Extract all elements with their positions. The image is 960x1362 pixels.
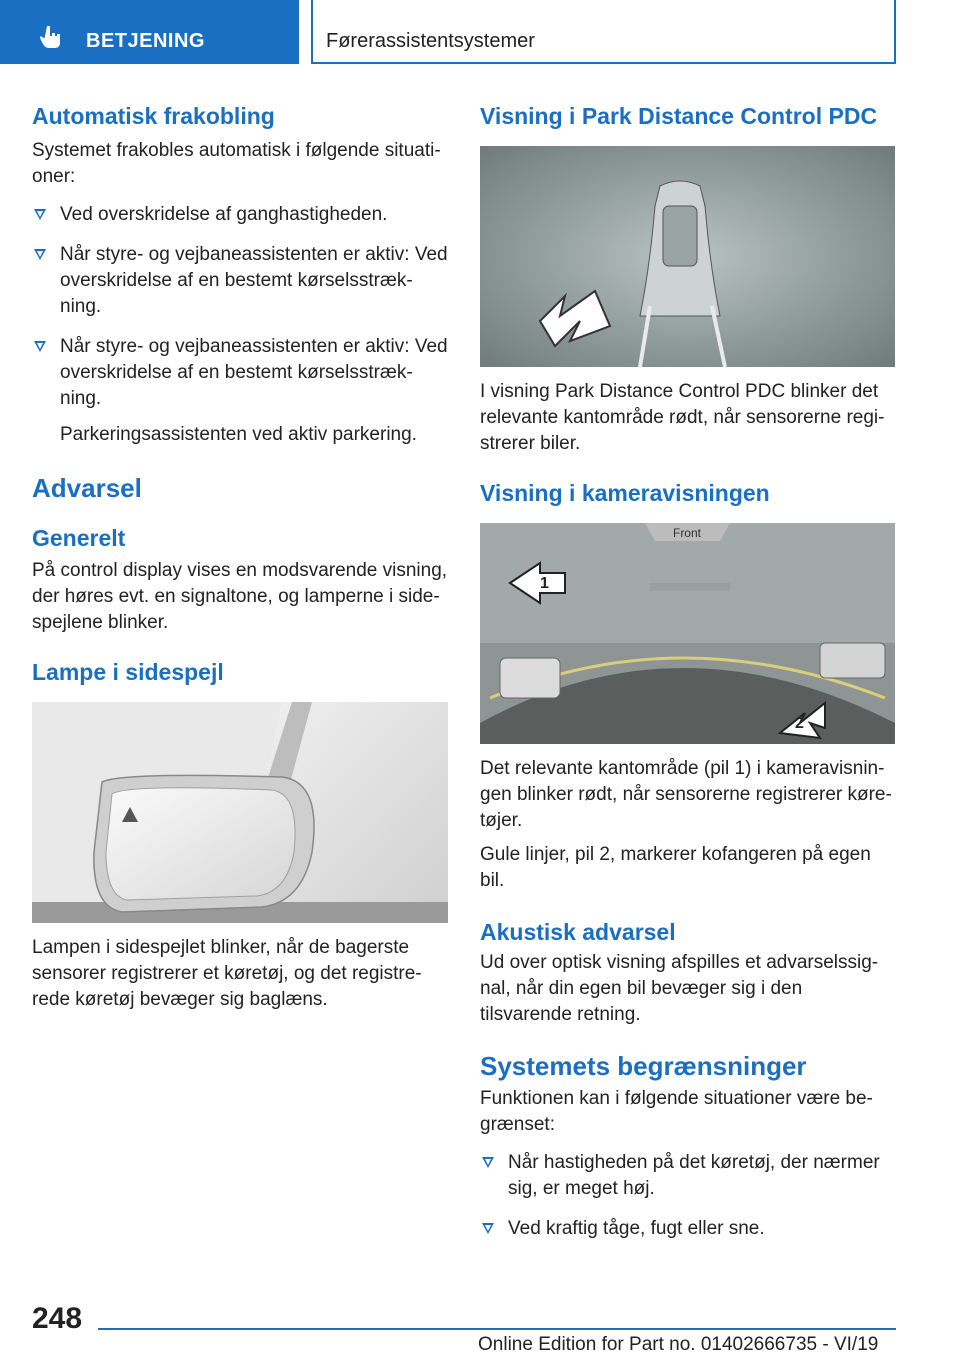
acoustic-text: Ud over optisk visning afspilles et advarselssig-nal, når din egen bil bevæger sig i den tilsvarende retning. bbox=[480, 952, 879, 1025]
camera-heading: Visning i kameravisningen bbox=[480, 480, 770, 506]
list-item: Når hastigheden på det køretøj, der nærmer sig, er meget høj. bbox=[480, 1150, 898, 1202]
general-text: På control display vises en modsvarende visning, der høres evt. en signaltone, og lamperne i side-spejlene blinker. bbox=[32, 560, 448, 633]
limits-intro: Funktionen kan i følgende situationer være be-grænset: bbox=[480, 1088, 873, 1135]
pdc-heading: Visning i Park Distance Control PDC bbox=[480, 103, 878, 129]
auto-off-intro: Systemet frakobles automatisk i følgende situati-oner: bbox=[32, 140, 441, 187]
list-item: Når styre- og vejbaneassistenten er aktiv: Ved overskridelse af en bestemt kørselsstræk-ning. bbox=[32, 334, 450, 412]
auto-off-extra: Parkeringsassistenten ved aktiv parkering. bbox=[60, 424, 417, 445]
camera-view-image bbox=[480, 523, 895, 744]
bullet-triangle-icon bbox=[34, 341, 46, 352]
limits-heading: Systemets begrænsninger bbox=[480, 1051, 807, 1081]
general-heading: Generelt bbox=[32, 525, 126, 551]
section-label: BETJENING bbox=[86, 30, 205, 52]
camera-caption-1: Det relevante kantområde (pil 1) i kameravisnin-gen blinker rødt, når sensorerne registrerer køre-tøjer. bbox=[480, 758, 892, 831]
acoustic-heading: Akustisk advarsel bbox=[480, 919, 676, 945]
bullet-triangle-icon bbox=[482, 1223, 494, 1234]
section-tab bbox=[0, 0, 299, 64]
lamp-heading: Lampe i sidespejl bbox=[32, 659, 224, 685]
page-number: 248 bbox=[32, 1302, 83, 1335]
hand-pointer-icon bbox=[38, 24, 64, 50]
front-label: Front bbox=[672, 526, 702, 540]
left-column bbox=[32, 100, 450, 1013]
edition-text: Online Edition for Part no. 01402666735 - VI/19 bbox=[478, 1334, 879, 1355]
right-column bbox=[480, 100, 898, 1242]
list-item: Ved overskridelse af ganghastigheden. bbox=[32, 202, 450, 228]
arrow-1-label: 1 bbox=[540, 575, 549, 592]
camera-caption-2: Gule linjer, pil 2, markerer kofangeren på egen bil. bbox=[480, 844, 871, 891]
list-item: Ved kraftig tåge, fugt eller sne. bbox=[480, 1216, 898, 1242]
bullet-triangle-icon bbox=[34, 209, 46, 220]
bullet-triangle-icon bbox=[34, 249, 46, 260]
chapter-title: Førerassistentsystemer bbox=[326, 30, 535, 52]
side-mirror-image bbox=[32, 702, 448, 923]
footer-divider bbox=[98, 1328, 896, 1330]
pdc-view-image bbox=[480, 146, 895, 367]
warning-heading: Advarsel bbox=[32, 473, 142, 503]
arrow-2-label: 2 bbox=[795, 715, 804, 732]
bullet-triangle-icon bbox=[482, 1157, 494, 1168]
auto-off-heading: Automatisk frakobling bbox=[32, 103, 275, 129]
list-item: Når styre- og vejbaneassistenten er aktiv: Ved overskridelse af en bestemt kørselsstræk-ning. bbox=[32, 242, 450, 320]
lamp-caption: Lampen i sidespejlet blinker, når de bagerste sensorer registrerer et køretøj, og det registre-rede køretøj bevæger sig baglæns. bbox=[32, 937, 422, 1010]
pdc-caption: I visning Park Distance Control PDC blinker det relevante kantområde rødt, når sensorerne regi-strerer biler. bbox=[480, 381, 885, 454]
